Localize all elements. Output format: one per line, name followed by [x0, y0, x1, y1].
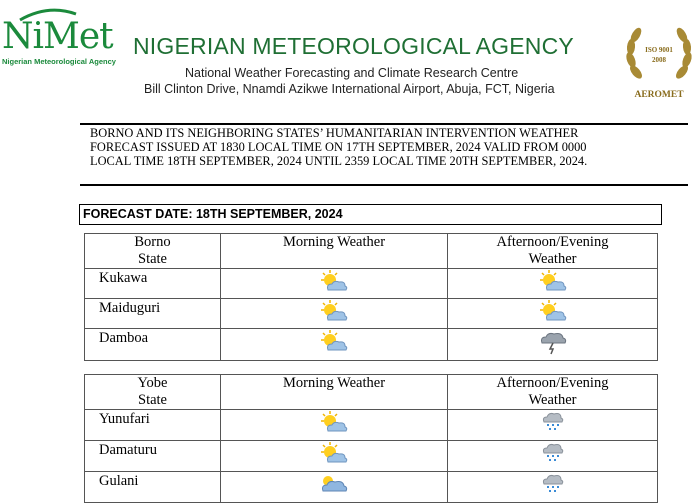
morning-cell: [221, 299, 448, 329]
afternoon-cell: [448, 472, 658, 503]
bulletin-line-1: BORNO AND ITS NEIGHBORING STATES’ HUMANITARIAN INTERVENTION WEATHER: [90, 126, 579, 140]
afternoon-cell: [448, 410, 658, 441]
table-row: [85, 472, 658, 503]
morning-header: [221, 234, 448, 269]
location-name: Yunufari: [85, 410, 221, 441]
rain-cloud-icon: [541, 410, 565, 437]
top-rule: [80, 123, 688, 125]
logo-subtitle: Nigerian Meteorological Agency: [2, 57, 116, 66]
partly-cloudy-sun-icon: [320, 269, 348, 298]
partly-cloudy-sun-icon: [320, 329, 348, 358]
partly-cloudy-sun-icon: [320, 441, 348, 470]
morning-header: [221, 375, 448, 410]
table-row: [85, 269, 658, 299]
morning-header-label: Morning Weather: [282, 234, 386, 250]
state-name: Yobe: [137, 375, 168, 391]
forecast-date: FORECAST DATE: 18TH SEPTEMBER, 2024: [79, 204, 662, 225]
morning-cell: [221, 472, 448, 503]
afternoon-header-label-2: Weather: [528, 392, 577, 408]
afternoon-header: [448, 234, 658, 269]
address: Bill Clinton Drive, Nnamdi Azikwe International Airport, Abuja, FCT, Nigeria: [144, 82, 555, 96]
table-header-row: [85, 234, 658, 269]
table-header-row: [85, 375, 658, 410]
partly-cloudy-sun-icon: [539, 269, 567, 298]
rain-cloud-icon: [541, 472, 565, 499]
morning-header-label: Morning Weather: [282, 375, 386, 391]
state-name: Borno: [134, 234, 171, 250]
location-name: Kukawa: [85, 269, 221, 299]
partly-cloudy-sun-icon: [539, 299, 567, 328]
table-row: [85, 410, 658, 441]
state-header: [85, 375, 221, 410]
morning-cell: [221, 329, 448, 361]
aeromet-label: AEROMET: [634, 90, 684, 100]
thunderstorm-icon: [538, 329, 568, 360]
table-row: [85, 329, 658, 361]
agency-name: NIGERIAN METEOROLOGICAL AGENCY: [133, 33, 574, 59]
iso-seal: [624, 20, 694, 100]
nimet-logo: NiMet: [2, 16, 113, 57]
afternoon-header-label-2: Weather: [528, 251, 577, 267]
afternoon-cell: [448, 299, 658, 329]
morning-cell: [221, 441, 448, 472]
bulletin-line-3: LOCAL TIME 18TH SEPTEMBER, 2024 UNTIL 2359 LOCAL TIME 20TH SEPTEMBER, 2024.: [90, 154, 588, 168]
morning-cell: [221, 269, 448, 299]
table-row: [85, 441, 658, 472]
letterhead: [0, 0, 700, 102]
afternoon-cell: [448, 441, 658, 472]
laurel-wreath-icon: [624, 20, 694, 90]
location-name: Damaturu: [85, 441, 221, 472]
iso-year: 2008: [652, 56, 666, 64]
state-header: [85, 234, 221, 269]
afternoon-header-label-1: Afternoon/Evening: [496, 234, 609, 250]
partly-cloudy-sun-icon: [320, 410, 348, 439]
morning-cell: [221, 410, 448, 441]
state-label: State: [138, 251, 167, 267]
afternoon-cell: [448, 329, 658, 361]
bottom-rule: [80, 184, 688, 186]
bulletin-line-2: FORECAST ISSUED AT 1830 LOCAL TIME ON 17TH SEPTEMBER, 2024 VALID FROM 0000: [90, 140, 587, 154]
bulletin-title: [90, 126, 690, 168]
rain-cloud-icon: [541, 441, 565, 468]
state-label: State: [138, 392, 167, 408]
table-row: [85, 299, 658, 329]
afternoon-cell: [448, 269, 658, 299]
afternoon-header: [448, 375, 658, 410]
location-name: Gulani: [85, 472, 221, 503]
location-name: Maiduguri: [85, 299, 221, 329]
partly-cloudy-sun-icon: [320, 299, 348, 328]
location-name: Damboa: [85, 329, 221, 361]
afternoon-header-label-1: Afternoon/Evening: [496, 375, 609, 391]
cloudy-icon: [319, 472, 349, 499]
borno-forecast-table: [84, 233, 658, 361]
centre-name: National Weather Forecasting and Climate Research Centre: [185, 66, 519, 80]
iso-standard: ISO 9001: [645, 46, 673, 54]
yobe-forecast-table: [84, 374, 658, 503]
